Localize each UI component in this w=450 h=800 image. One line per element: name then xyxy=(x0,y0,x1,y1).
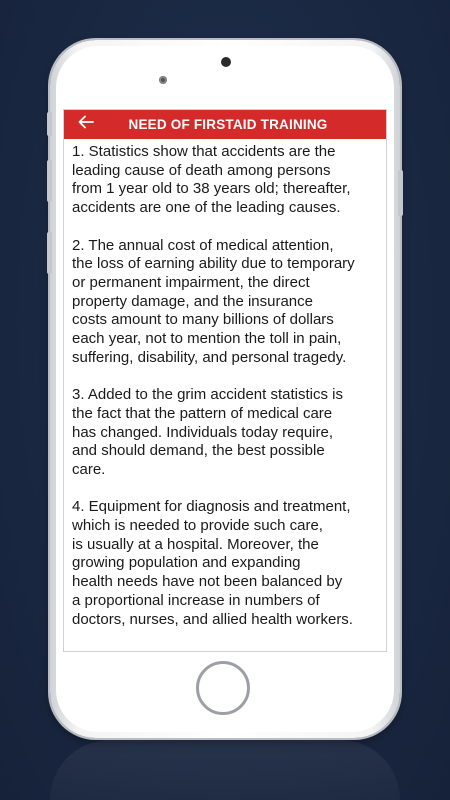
paragraph-2: 2. The annual cost of medical attention, the loss of earning ability due to temporary or permanent impairment, the direct property damage, and the insurance costs amount to many billions of dollars each year, not to mention the toll in pain, suffering, disability, and personal tragedy. xyxy=(72,236,355,366)
article-body[interactable] xyxy=(64,139,386,649)
paragraph-3: 3. Added to the grim accident statistics is the fact that the pattern of medical care has changed. Individuals today require, and should demand, the best possible care. xyxy=(72,386,343,478)
arrow-left-icon xyxy=(78,115,94,134)
side-button-left-low xyxy=(47,232,52,274)
phone-reflection xyxy=(50,740,400,800)
front-camera xyxy=(159,76,167,84)
app-screen xyxy=(63,109,387,652)
paragraph-1: 1. Statistics show that accidents are the leading cause of death among persons from 1 year old to 38 years old; thereafter, accidents are one of the leading causes. xyxy=(72,143,351,217)
page-title: NEED OF FIRSTAID TRAINING xyxy=(128,117,328,132)
side-button-left-mid xyxy=(47,160,52,202)
side-button-left-top xyxy=(47,112,52,136)
app-bar xyxy=(64,110,386,139)
paragraph-4: 4. Equipment for diagnosis and treatment, which is needed to provide such care, is usually at a hospital. Moreover, the growing population and expanding health needs have not been balanced by a proportional increase in numbers of doctors, nurses, and allied health workers. xyxy=(72,498,353,628)
back-button[interactable] xyxy=(76,114,96,134)
earpiece-dot xyxy=(221,57,231,67)
home-button[interactable] xyxy=(196,661,250,715)
side-button-right xyxy=(398,170,403,216)
